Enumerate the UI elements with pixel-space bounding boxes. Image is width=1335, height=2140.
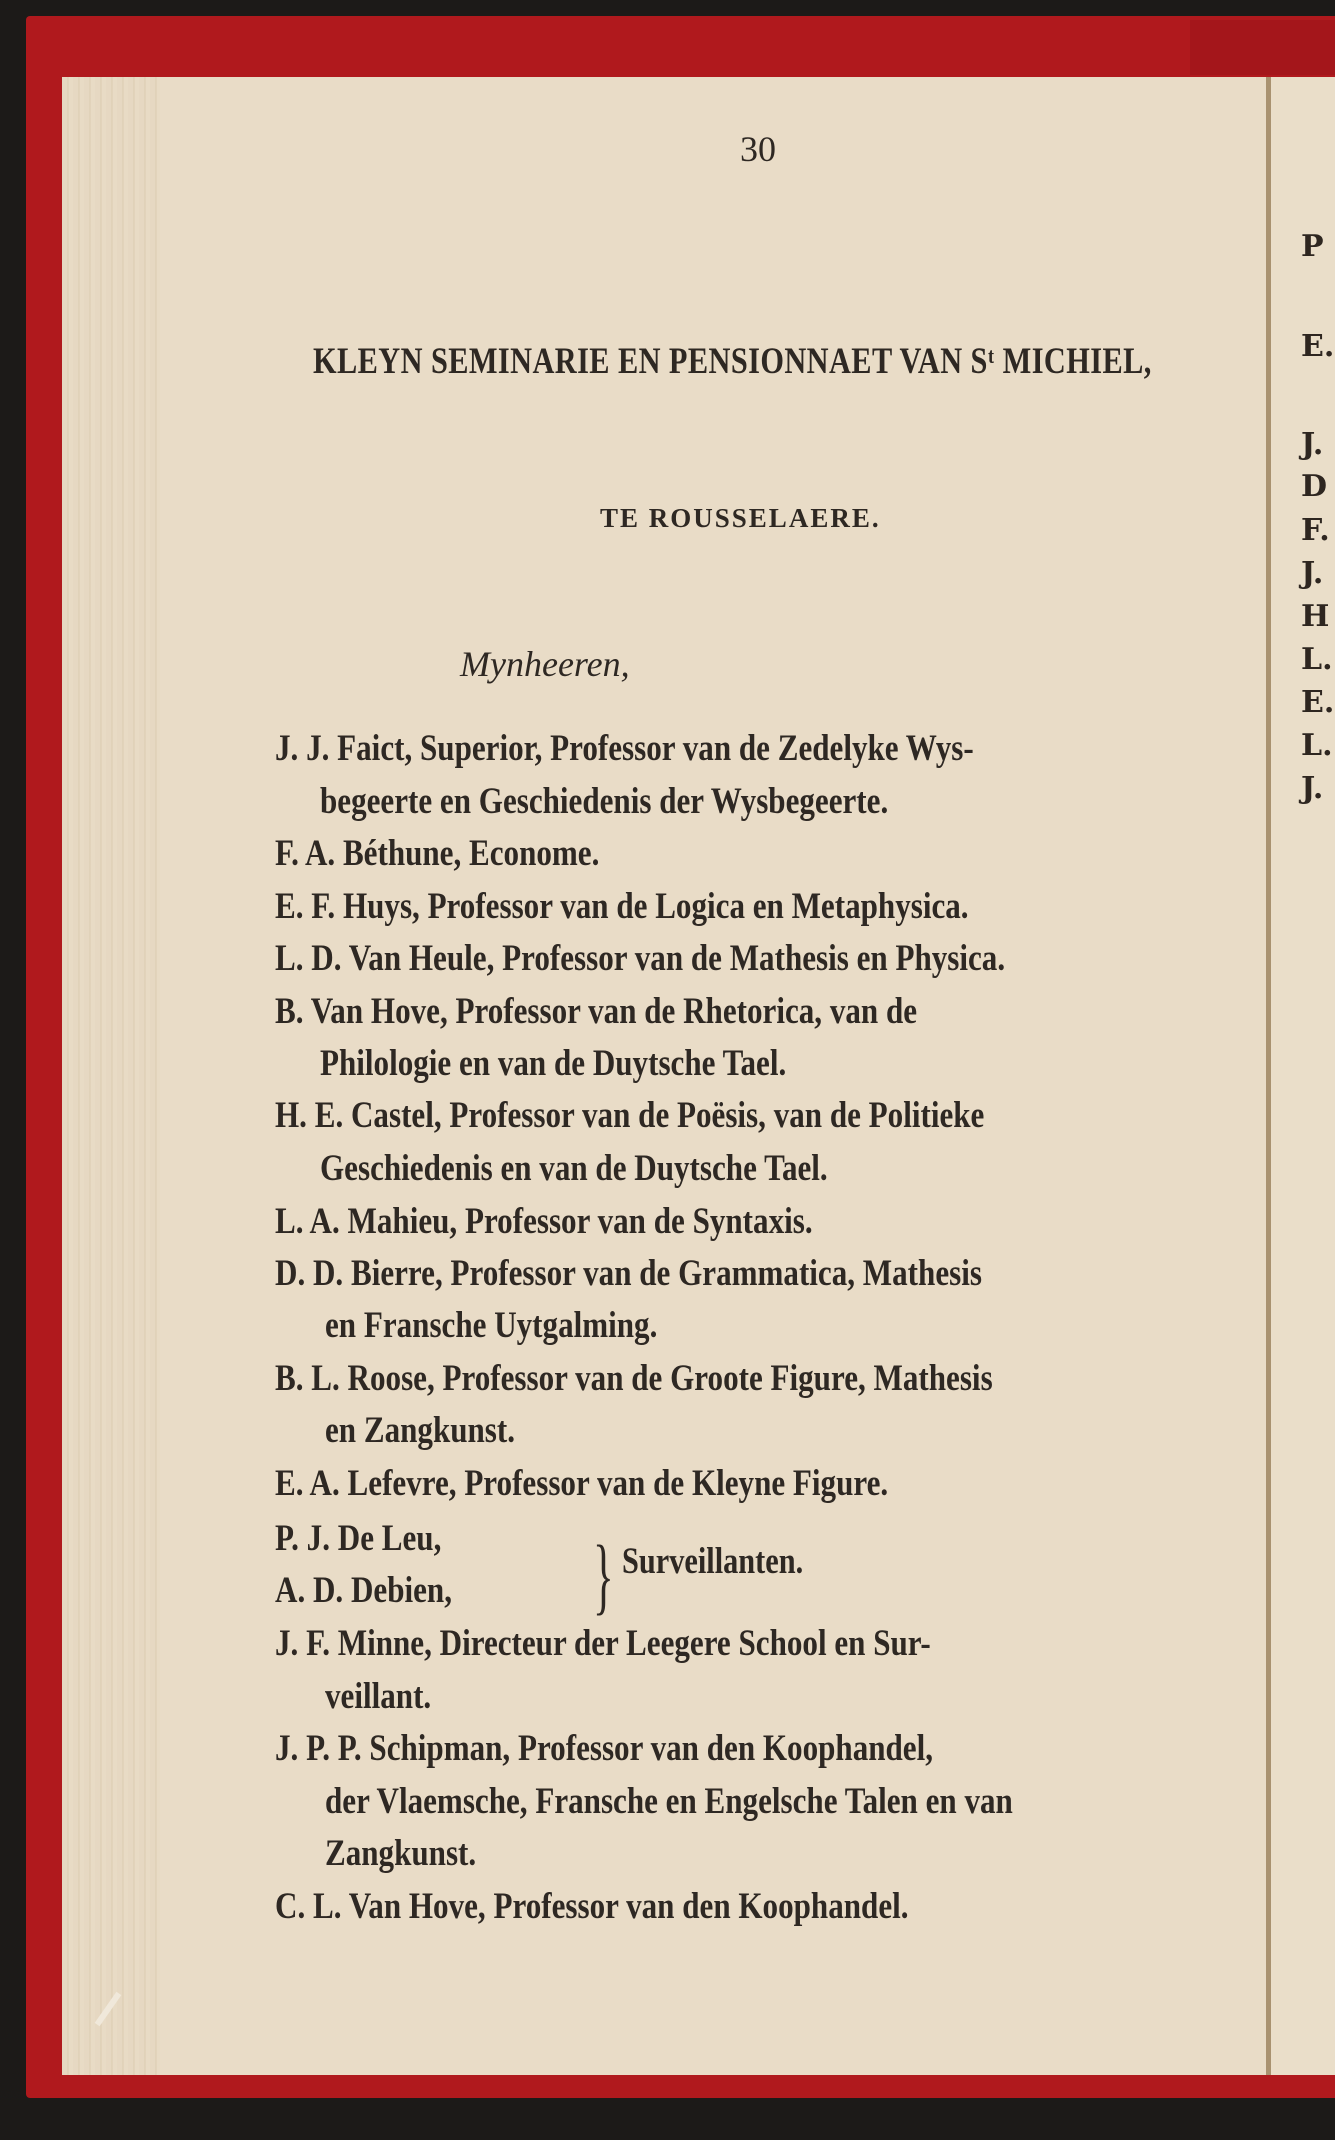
- staff-entry-line: L. A. Mahieu, Professor van de Syntaxis.: [275, 1201, 813, 1242]
- staff-entry-line: begeerte en Geschiedenis der Wysbegeerte.: [320, 781, 889, 822]
- staff-entry-line: P. J. De Leu,: [275, 1518, 442, 1559]
- facing-letter: P: [1301, 229, 1324, 264]
- staff-entry-line: J. J. Faict, Superior, Professor van de Zedelyke Wys-: [275, 728, 974, 769]
- book-spine-cover: [1190, 20, 1335, 75]
- staff-entry-line: L. D. Van Heule, Professor van de Mathesis en Physica.: [275, 938, 1006, 979]
- facing-page: [1271, 77, 1335, 2075]
- brace-label: Surveillanten.: [622, 1541, 804, 1582]
- staff-entry-line: E. A. Lefevre, Professor van de Kleyne Figure.: [275, 1463, 889, 1504]
- staff-entry-line: H. E. Castel, Professor van de Poësis, van de Politieke: [275, 1095, 985, 1136]
- staff-entry-line: en Fransche Uytgalming.: [325, 1305, 658, 1346]
- staff-entry-line: Geschiedenis en van de Duytsche Tael.: [320, 1148, 828, 1189]
- facing-letter: L.: [1301, 728, 1333, 763]
- page-subtitle: TE ROUSSELAERE.: [600, 503, 881, 533]
- staff-entry-line: E. F. Huys, Professor van de Logica en Metaphysica.: [275, 886, 969, 927]
- staff-entry-line: J. F. Minne, Directeur der Leegere School en Sur-: [275, 1623, 931, 1664]
- staff-entry-line: Philologie en van de Duytsche Tael.: [320, 1043, 787, 1084]
- facing-letter: E.: [1301, 685, 1335, 720]
- facing-letter: D: [1301, 469, 1328, 504]
- staff-entry-line: Zangkunst.: [325, 1833, 477, 1874]
- facing-letter: L.: [1301, 642, 1333, 677]
- facing-letter: J.: [1301, 556, 1324, 591]
- staff-entry-line: B. L. Roose, Professor van de Groote Figure, Mathesis: [275, 1358, 993, 1399]
- facing-letter: J.: [1301, 771, 1324, 806]
- staff-entry-line: veillant.: [325, 1676, 432, 1717]
- staff-entry-line: A. D. Debien,: [275, 1570, 452, 1611]
- staff-entry-line: D. D. Bierre, Professor van de Grammatica, Mathesis: [275, 1253, 982, 1294]
- facing-letter: F.: [1301, 513, 1330, 548]
- staff-entry-line: en Zangkunst.: [325, 1410, 516, 1451]
- facing-letter: H: [1301, 599, 1330, 634]
- brace-glyph: }: [593, 1527, 614, 1623]
- facing-letter: J.: [1301, 427, 1324, 462]
- facing-letter: E.: [1301, 329, 1335, 364]
- page-edge-stack: [62, 77, 160, 2075]
- staff-entry-line: J. P. P. Schipman, Professor van den Koophandel,: [275, 1728, 934, 1769]
- staff-entry-line: B. Van Hove, Professor van de Rhetorica, van de: [275, 991, 918, 1032]
- page-number: 30: [740, 129, 776, 169]
- staff-entry-line: der Vlaemsche, Fransche en Engelsche Talen en van: [325, 1781, 1013, 1822]
- staff-entry-line: C. L. Van Hove, Professor van den Koophandel.: [275, 1886, 909, 1927]
- staff-entry-line: F. A. Béthune, Econome.: [275, 833, 600, 874]
- page-title: KLEYN SEMINARIE EN PENSIONNAET VAN Sᵗ MICHIEL,: [313, 341, 1152, 382]
- salutation: Mynheeren,: [460, 644, 630, 684]
